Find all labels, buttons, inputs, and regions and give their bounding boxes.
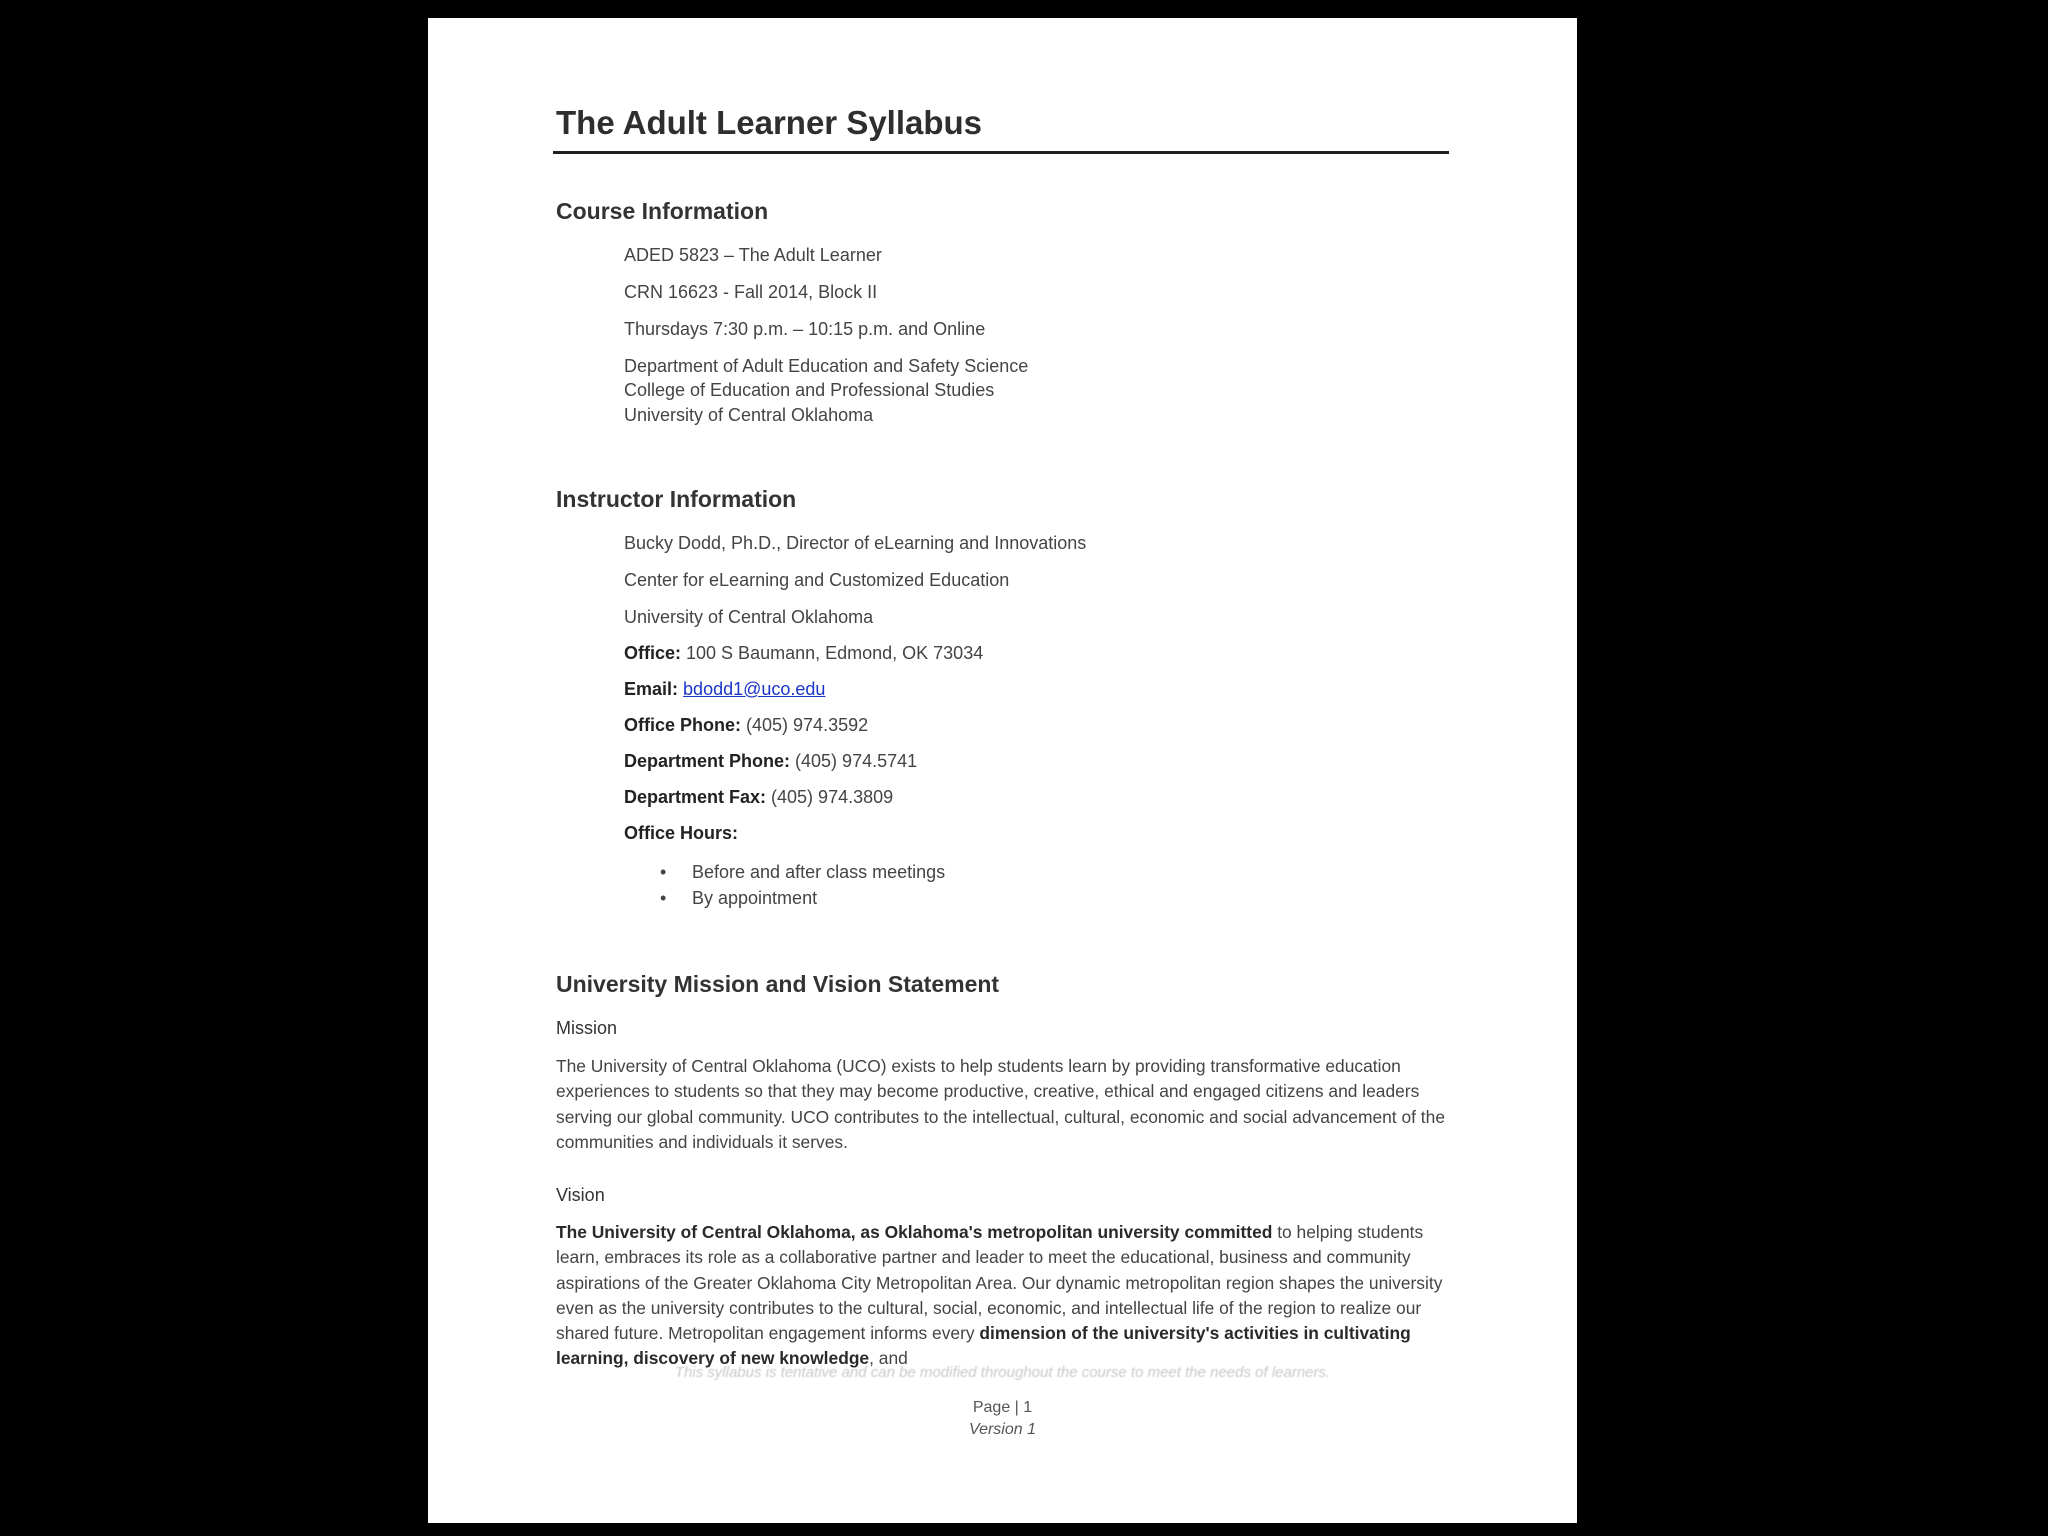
office-value: 100 S Baumann, Edmond, OK 73034 xyxy=(681,643,984,663)
footer-disclaimer: This syllabus is tentative and can be modified throughout the course to meet the needs of learners. xyxy=(674,1364,1331,1381)
title-divider xyxy=(553,151,1449,154)
office-hours-label xyxy=(624,823,738,844)
office-phone-value: (405) 974.3592 xyxy=(741,715,869,735)
vision-bold-lead: The University of Central Oklahoma, as Oklahoma's metropolitan university committed xyxy=(556,1222,1273,1242)
instructor-email xyxy=(624,679,825,700)
course-university: University of Central Oklahoma xyxy=(624,405,874,425)
version-label: Version 1 xyxy=(969,1421,1036,1438)
course-college: College of Education and Professional Studies xyxy=(624,380,995,400)
instructor-dept-fax xyxy=(624,787,893,808)
course-code: ADED 5823 – The Adult Learner xyxy=(624,245,882,265)
vision-paragraph xyxy=(556,1220,1456,1372)
vision-tail: , and xyxy=(869,1348,908,1369)
course-crn: CRN 16623 - Fall 2014, Block II xyxy=(624,282,878,302)
instructor-name: Bucky Dodd, Ph.D., Director of eLearning and Innovations xyxy=(624,533,1087,553)
instructor-university: University of Central Oklahoma xyxy=(624,607,874,627)
instructor-dept-phone xyxy=(624,751,917,772)
mission-vision-heading: University Mission and Vision Statement xyxy=(556,971,1000,997)
course-department: Department of Adult Education and Safety Science xyxy=(624,356,1029,376)
email-link[interactable]: bdodd1@uco.edu xyxy=(683,679,826,699)
vision-bold-tail: dimension of the university's activities in cultivating learning, discovery of new knowledge xyxy=(556,1323,1411,1369)
office-hours-item: Before and after class meetings xyxy=(692,862,946,882)
email-label: Email: xyxy=(624,679,679,699)
vision-label: Vision xyxy=(556,1185,605,1205)
bullet-icon: • xyxy=(660,888,667,908)
office-phone-label: Office Phone: xyxy=(624,715,742,735)
instructor-office xyxy=(624,643,983,664)
office-label: Office: xyxy=(624,643,682,663)
office-hours-item: By appointment xyxy=(692,888,818,908)
course-info-heading: Course Information xyxy=(556,198,769,224)
bullet-icon: • xyxy=(660,862,667,882)
dept-fax-label: Department Fax: xyxy=(624,787,767,807)
instructor-center: Center for eLearning and Customized Education xyxy=(624,570,1010,590)
dept-fax-value: (405) 974.3809 xyxy=(766,787,894,807)
document-title: The Adult Learner Syllabus xyxy=(556,104,983,141)
dept-phone-label: Department Phone: xyxy=(624,751,791,771)
vision-body: to helping students learn, embraces its role as a collaborative partner and leader to meet the educational, business and community aspirations of the Greater Oklahoma City Metropolitan Area. Our dynamic metropolitan region shapes the university even as the university contributes to the cultural, social, economic, and intellectual life of the region to realize our shared future. Metropolitan engagement informs every xyxy=(556,1222,1443,1344)
dept-phone-value: (405) 974.5741 xyxy=(790,751,918,771)
syllabus-page xyxy=(428,18,1577,1523)
instructor-info-heading: Instructor Information xyxy=(556,486,797,512)
course-schedule: Thursdays 7:30 p.m. – 10:15 p.m. and Online xyxy=(624,319,986,339)
mission-paragraph: The University of Central Oklahoma (UCO) exists to help students learn by providing transformative education experiences to students so that they may become productive, creative, ethical and engaged citizens and leaders serving our global community. UCO contributes to the intellectual, cultural, economic and social advancement of the communities and individuals it serves. xyxy=(556,1056,1445,1152)
office-hours-label-text: Office Hours: xyxy=(624,823,739,843)
mission-label: Mission xyxy=(556,1018,618,1038)
page-number: Page | 1 xyxy=(972,1399,1033,1416)
instructor-office-phone xyxy=(624,715,868,736)
